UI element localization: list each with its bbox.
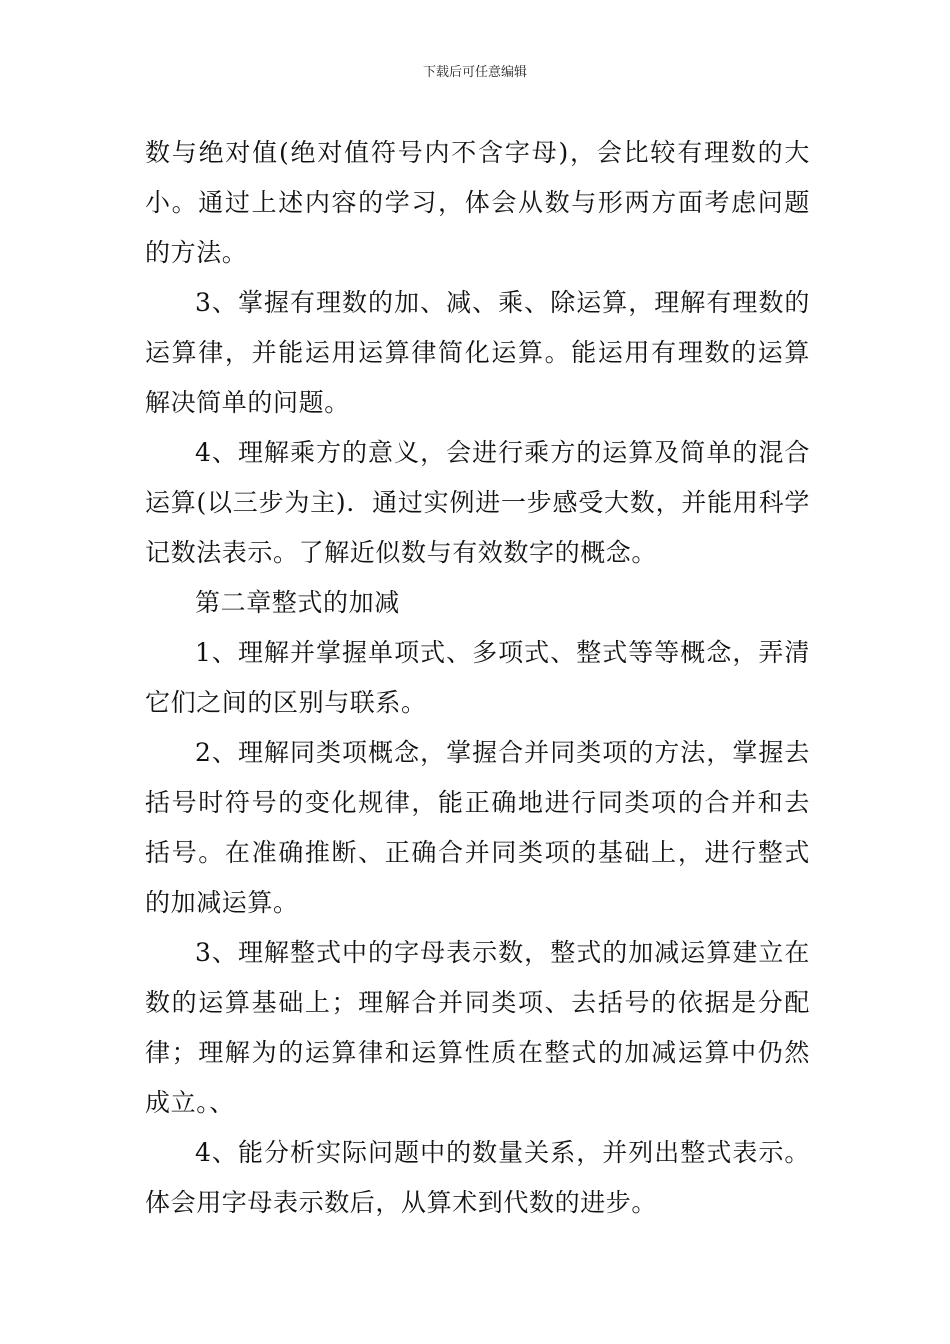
paragraph: 3、理解整式中的字母表示数，整式的加减运算建立在数的运算基础上；理解合并同类项、去括号的依据是分配律；理解为的运算律和运算性质在整式的加减运算中仍然成立。、 (145, 938, 810, 1117)
paragraph: 4、理解乘方的意义，会进行乘方的运算及简单的混合运算(以三步为主)．通过实例进一步感受大数，并能用科学记数法表示。了解近似数与有效数字的概念。 (145, 438, 810, 567)
paragraph: 2、理解同类项概念，掌握合并同类项的方法，掌握去括号时符号的变化规律，能正确地进行同类项的合并和去括号。在准确推断、正确合并同类项的基础上，进行整式的加减运算。 (145, 738, 810, 917)
document-body (145, 128, 810, 1228)
paragraph: 1、理解并掌握单项式、多项式、整式等等概念，弄清它们之间的区别与联系。 (145, 638, 810, 717)
page-header: 下载后可任意编辑 (422, 65, 527, 80)
paragraph: 3、掌握有理数的加、减、乘、除运算，理解有理数的运算律，并能运用运算律简化运算。能运用有理数的运算解决简单的问题。 (145, 288, 810, 417)
chapter-heading: 第二章整式的加减 (195, 588, 400, 617)
paragraph: 4、能分析实际问题中的数量关系，并列出整式表示。体会用字母表示数后，从算术到代数的进步。 (145, 1138, 810, 1217)
paragraph: 数与绝对值(绝对值符号内不含字母)，会比较有理数的大小。通过上述内容的学习，体会从数与形两方面考虑问题的方法。 (145, 138, 810, 267)
